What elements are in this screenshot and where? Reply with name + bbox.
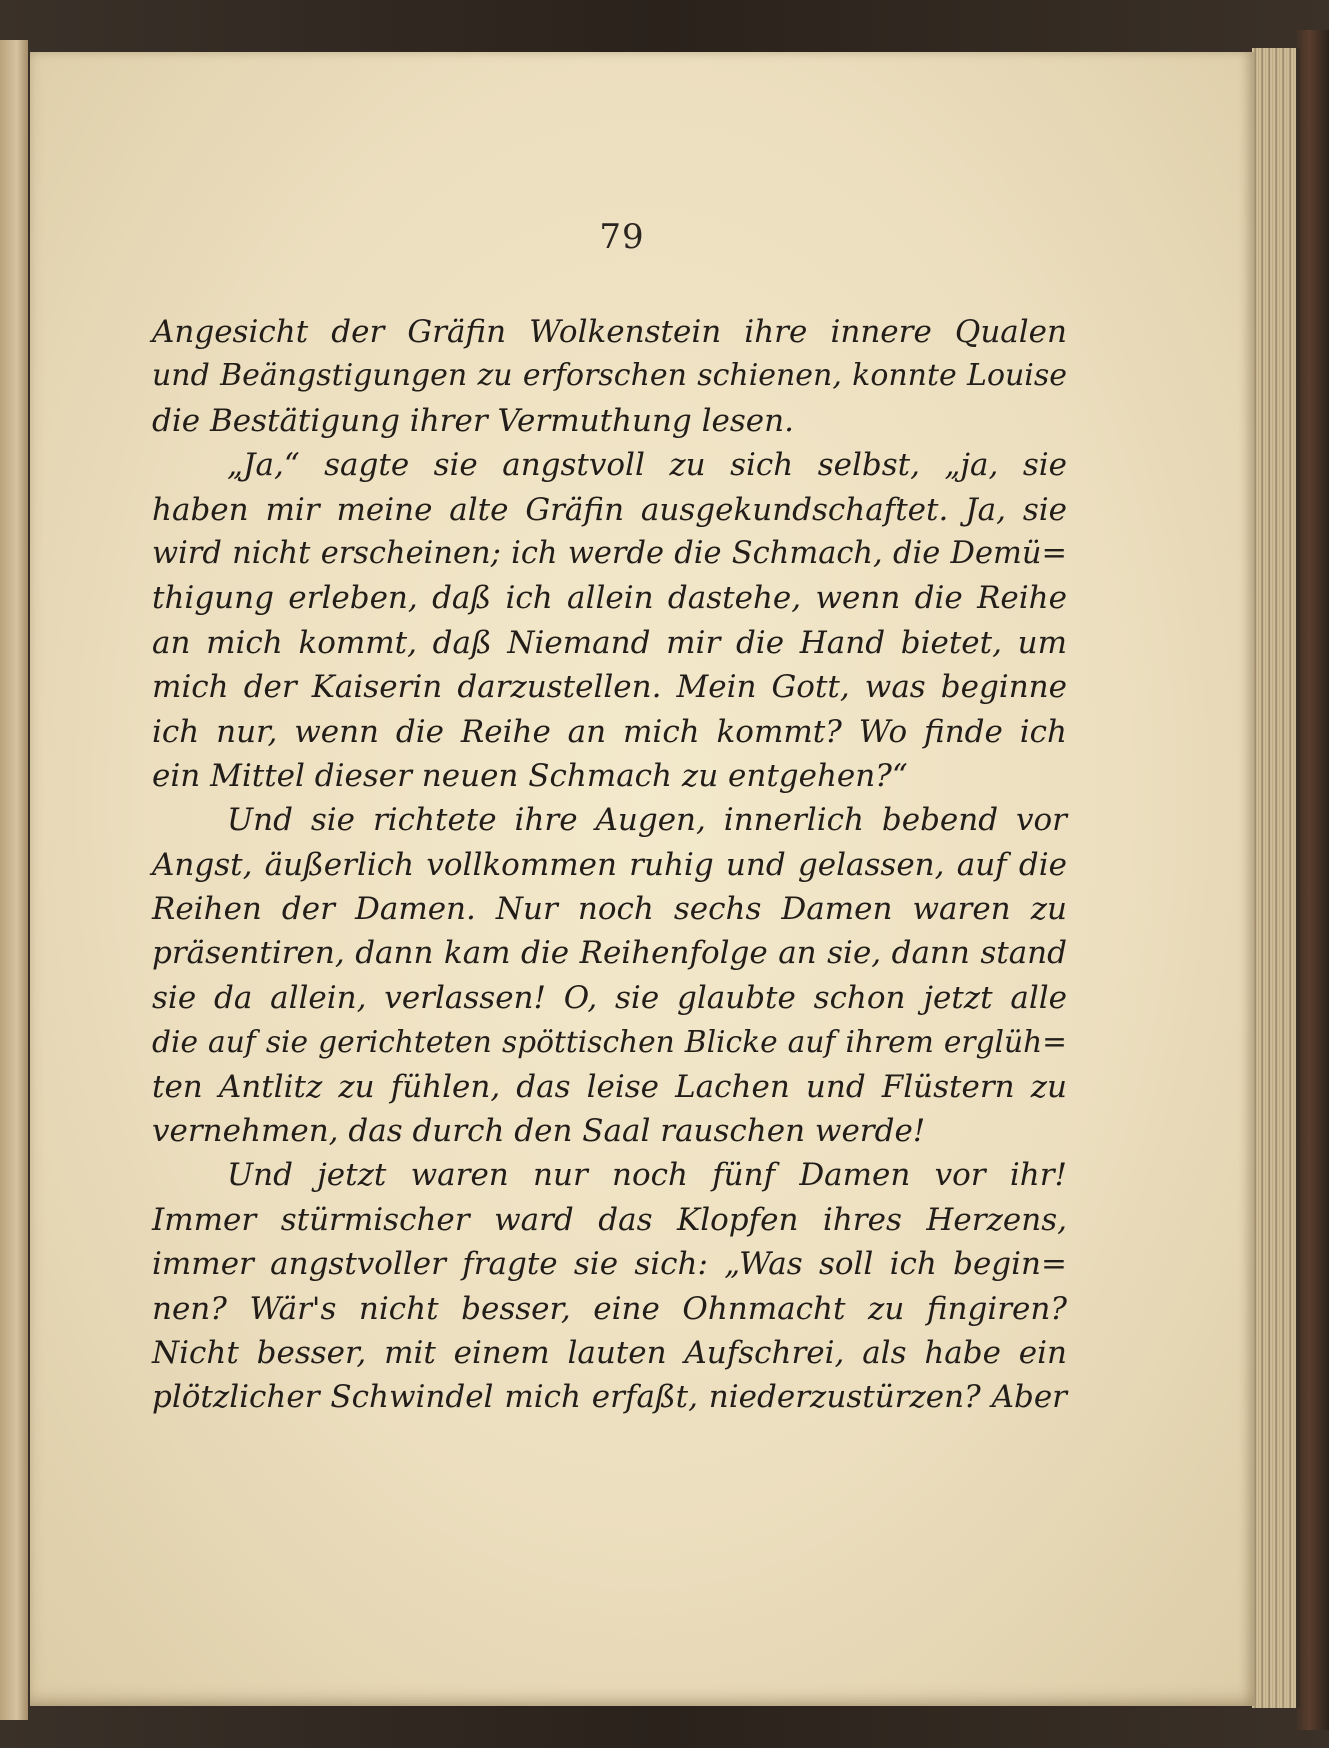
text-line: thigung erleben, daß ich allein dastehe, wenn die Reihe: [152, 580, 1067, 617]
text-line: plötzlicher Schwindel mich erfaßt, niederzustürzen? Aber: [152, 1379, 1067, 1416]
book-page: [30, 52, 1254, 1706]
text-line: nen? Wär's nicht besser, eine Ohnmacht zu fingiren?: [152, 1290, 1067, 1327]
text-line: immer angstvoller fragte sie sich: „Was soll ich begin=: [152, 1246, 1067, 1283]
text-line: an mich kommt, daß Niemand mir die Hand bietet, um: [152, 624, 1067, 661]
page-number: 79: [599, 217, 645, 257]
text-line: wird nicht erscheinen; ich werde die Schmach, die Demü=: [152, 535, 1067, 571]
text-line: ich nur, wenn die Reihe an mich kommt? Wo finde ich: [152, 713, 1067, 750]
text-line: Und jetzt waren nur noch fünf Damen vor ihr!: [227, 1157, 1067, 1194]
text-line: Angesicht der Gräfin Wolkenstein ihre innere Qualen: [152, 314, 1067, 350]
text-line: Angst, äußerlich vollkommen ruhig und gelassen, auf die: [152, 846, 1067, 883]
text-line: präsentiren, dann kam die Reihenfolge an sie, dann stand: [152, 935, 1067, 972]
text-line: sie da allein, verlassen! O, sie glaubte schon jetzt alle: [152, 979, 1067, 1016]
page-stack-edges: [1252, 48, 1300, 1708]
facing-page-edge: [0, 40, 28, 1720]
text-line: haben mir meine alte Gräfin ausgekundschaftet. Ja, sie: [152, 491, 1067, 528]
book-cover-edge: [1296, 30, 1329, 1730]
text-line: ten Antlitz zu fühlen, das leise Lachen und Flüstern zu: [152, 1068, 1067, 1105]
text-line: „Ja,“ sagte sie angstvoll zu sich selbst, „ja, sie: [227, 447, 1067, 484]
text-line: Immer stürmischer ward das Klopfen ihres Herzens,: [152, 1201, 1067, 1238]
text-line: mich der Kaiserin darzustellen. Mein Gott, was beginne: [152, 669, 1067, 706]
text-line: die Bestätigung ihrer Vermuthung lesen.: [152, 402, 794, 439]
text-line: Reihen der Damen. Nur noch sechs Damen waren zu: [152, 891, 1067, 928]
text-line: Nicht besser, mit einem lauten Aufschrei, als habe ein: [152, 1334, 1067, 1371]
text-line: und Beängstigungen zu erforschen schienen, konnte Louise: [152, 358, 1067, 394]
body-text: [152, 310, 1067, 1420]
text-line: die auf sie gerichteten spöttischen Blicke auf ihrem erglüh=: [152, 1024, 1067, 1060]
text-line: ein Mittel dieser neuen Schmach zu entgehen?“: [152, 757, 908, 794]
text-line: vernehmen, das durch den Saal rauschen werde!: [152, 1113, 926, 1150]
text-line: Und sie richtete ihre Augen, innerlich bebend vor: [227, 802, 1067, 839]
